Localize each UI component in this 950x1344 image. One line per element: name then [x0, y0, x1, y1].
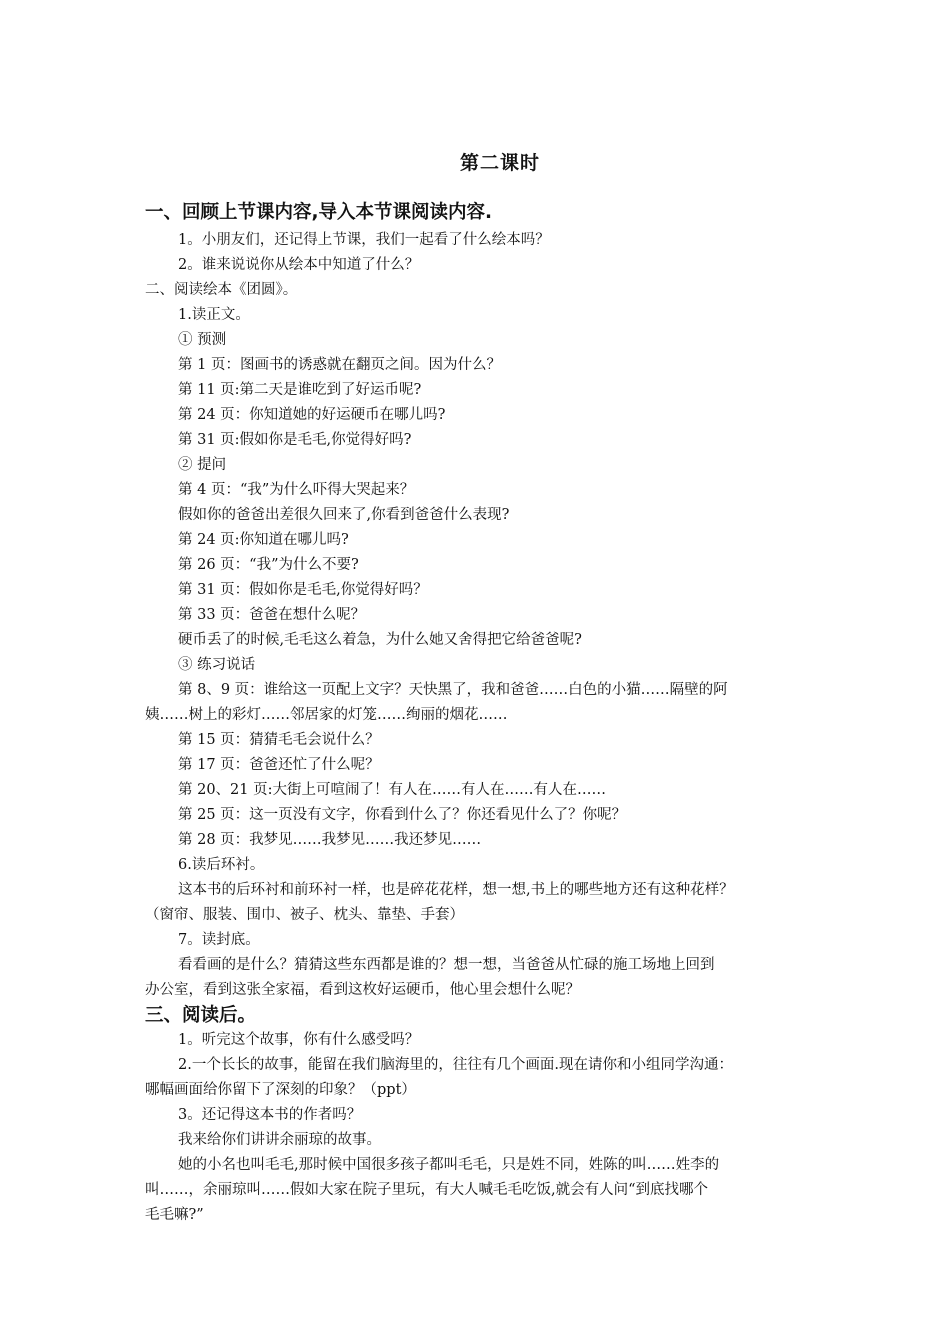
- text-line: 第 31 页:假如你是毛毛,你觉得好吗?: [178, 432, 412, 448]
- text-line: 1.读正文。: [178, 307, 250, 323]
- text-line: 叫……，余丽琼叫……假如大家在院子里玩，有大人喊毛毛吃饭,就会有人问“到底找哪个: [145, 1182, 709, 1198]
- text-line: 第 24 页:你知道在哪儿吗?: [178, 532, 349, 548]
- page-title: 第二课时: [459, 152, 540, 174]
- text-line: 2.一个长长的故事，能留在我们脑海里的，往往有几个画面.现在请你和小组同学沟通：: [178, 1057, 733, 1073]
- text-line: 第 24 页：你知道她的好运硬币在哪儿吗?: [178, 407, 446, 423]
- text-line: ③ 练习说话: [178, 657, 256, 673]
- text-line: 她的小名也叫毛毛,那时候中国很多孩子都叫毛毛，只是姓不同，姓陈的叫……姓李的: [178, 1157, 720, 1173]
- text-line: 第 26 页：“我”为什么不要?: [178, 557, 359, 573]
- text-line: 假如你的爸爸出差很久回来了,你看到爸爸什么表现?: [178, 507, 510, 523]
- text-line: 第 1 页：图画书的诱惑就在翻页之间。因为什么？: [178, 357, 501, 373]
- text-line: 第 28 页：我梦见……我梦见……我还梦见……: [178, 832, 482, 848]
- text-line: 看看画的是什么？猜猜这些东西都是谁的？想一想，当爸爸从忙碌的施工场地上回到: [178, 957, 715, 973]
- text-line: 2。谁来说说你从绘本中知道了什么？: [178, 257, 420, 273]
- text-line: 第 31 页：假如你是毛毛,你觉得好吗？: [178, 582, 428, 598]
- text-line: 二、阅读绘本《团圆》。: [145, 282, 298, 298]
- text-line: 第 33 页：爸爸在想什么呢？: [178, 607, 366, 623]
- text-line: 第 4 页：“我”为什么吓得大哭起来？: [178, 482, 415, 498]
- text-line: 6.读后环衬。: [178, 857, 265, 873]
- text-line: 3。还记得这本书的作者吗？: [178, 1107, 362, 1123]
- section-heading: 三、阅读后。: [145, 1005, 257, 1026]
- text-line: 第 25 页：这一页没有文字，你看到什么了？你还看见什么了？你呢？: [178, 807, 627, 823]
- document-body: [145, 198, 825, 1228]
- text-line: 第 8、9 页：谁给这一页配上文字？天快黑了，我和爸爸……白色的小猫……隔壁的阿: [178, 682, 728, 698]
- text-line: 硬币丢了的时候,毛毛这么着急，为什么她又舍得把它给爸爸呢?: [178, 632, 582, 648]
- section-heading: 一、回顾上节课内容,导入本节课阅读内容.: [145, 202, 493, 223]
- text-line: 第 11 页:第二天是谁吃到了好运币呢?: [178, 382, 422, 398]
- text-line: 办公室，看到这张全家福，看到这枚好运硬币，他心里会想什么呢？: [145, 982, 580, 998]
- text-line: 第 20、21 页:大街上可喧闹了！有人在……有人在……有人在……: [178, 782, 607, 798]
- text-line: 7。读封底。: [178, 932, 260, 948]
- text-line: 哪幅画面给你留下了深刻的印象？（ppt）: [145, 1082, 416, 1098]
- text-line: 1。听完这个故事，你有什么感受吗？: [178, 1032, 420, 1048]
- text-line: 我来给你们讲讲余丽琼的故事。: [178, 1132, 381, 1148]
- text-line: 姨……树上的彩灯……邻居家的灯笼……绚丽的烟花……: [145, 707, 508, 723]
- text-line: 第 15 页：猜猜毛毛会说什么？: [178, 732, 380, 748]
- text-line: 毛毛嘛?”: [145, 1207, 204, 1223]
- text-line: ② 提问: [178, 457, 227, 473]
- text-line: 这本书的后环衬和前环衬一样，也是碎花花样，想一想,书上的哪些地方还有这种花样？: [178, 882, 734, 898]
- text-line: 1。小朋友们，还记得上节课，我们一起看了什么绘本吗？: [178, 232, 550, 248]
- text-line: （窗帘、服装、围巾、被子、枕头、靠垫、手套）: [145, 907, 464, 923]
- text-line: ① 预测: [178, 332, 227, 348]
- text-line: 第 17 页：爸爸还忙了什么呢？: [178, 757, 380, 773]
